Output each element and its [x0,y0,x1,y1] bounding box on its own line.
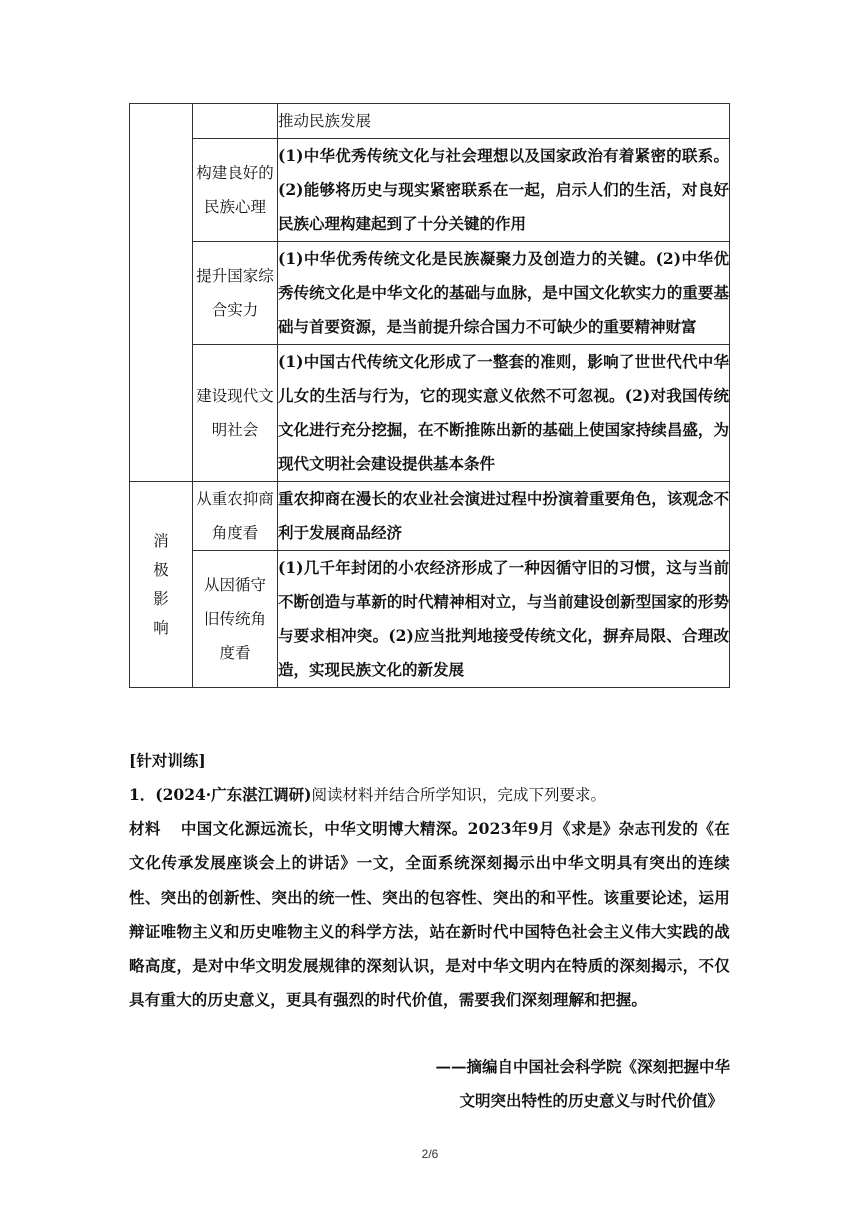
material-source-line2: 文明突出特性的历史意义与时代价值》 [459,1091,723,1110]
section-label: [针对训练] [129,751,206,770]
question-line [129,778,606,812]
table-cell-aspect [193,104,278,139]
table-cell-aspect: 从因循守旧传统角度看 [193,551,278,688]
material-label: 材料 [129,819,161,838]
table-row [130,242,730,345]
table-row [130,482,730,551]
table-cell-aspect: 提升国家综合实力 [193,242,278,345]
table-cell-detail: 重农抑商在漫长的农业社会演进过程中扮演着重要角色，该观念不利于发展商品经济 [278,482,730,551]
question-source: (2024·广东湛江调研) [155,785,312,804]
material-paragraph [129,812,730,1018]
table-cell-aspect: 从重农抑商角度看 [193,482,278,551]
table-row [130,345,730,482]
table-cell-aspect: 构建良好的民族心理 [193,139,278,242]
material-text: 中国文化源远流长，中华文明博大精深。2023年9月《求是》杂志刊发的《在文化传承发展座谈会上的讲话》一文，全面系统深刻揭示出中华文明具有突出的连续性、突出的创新性、突出的统一性、突出的包容性、突出的和平性。该重要论述，运用辩证唯物主义和历史唯物主义的科学方法，站在新时代中国特色社会主义伟大实践的战略高度，是对中华文明发展规律的深刻认识，是对中华文明内在特质的深刻揭示，不仅具有重大的历史意义，更具有强烈的时代价值，需要我们深刻理解和把握。 [129,819,730,1010]
question-text: 阅读材料并结合所学知识，完成下列要求。 [311,786,607,804]
question-number: 1． [129,785,156,804]
table-cell-detail: (1)几千年封闭的小农经济形成了一种因循守旧的习惯，这与当前不断创造与革新的时代精神相对立，与当前建设创新型国家的形势与要求相冲突。(2)应当批判地接受传统文化，摒弃局限、合理改造，实现民族文化的新发展 [278,551,730,688]
table-row [130,551,730,688]
material-source-line1: ——摘编自中国社会科学院《深刻把握中华 [435,1057,730,1076]
table-row [130,139,730,242]
table-row [130,104,730,139]
table-cell-category: 消极影响 [130,482,193,688]
table-cell-detail: 推动民族发展 [278,104,730,139]
table-cell-detail: (1)中华优秀传统文化与社会理想以及国家政治有着紧密的联系。(2)能够将历史与现实紧密联系在一起，启示人们的生活，对良好民族心理构建起到了十分关键的作用 [278,139,730,242]
table-cell-category [130,104,193,482]
table-cell-detail: (1)中国古代传统文化形成了一整套的准则，影响了世世代代中华儿女的生活与行为，它的现实意义依然不可忽视。(2)对我国传统文化进行充分挖掘，在不断推陈出新的基础上使国家持续昌盛，为现代文明社会建设提供基本条件 [278,345,730,482]
table-cell-detail: (1)中华优秀传统文化是民族凝聚力及创造力的关键。(2)中华优秀传统文化是中华文化的基础与血脉，是中国文化软实力的重要基础与首要资源，是当前提升综合国力不可缺少的重要精神财富 [278,242,730,345]
table-cell-aspect: 建设现代文明社会 [193,345,278,482]
content-table [129,103,730,688]
page-number: 2/6 [421,1147,439,1161]
